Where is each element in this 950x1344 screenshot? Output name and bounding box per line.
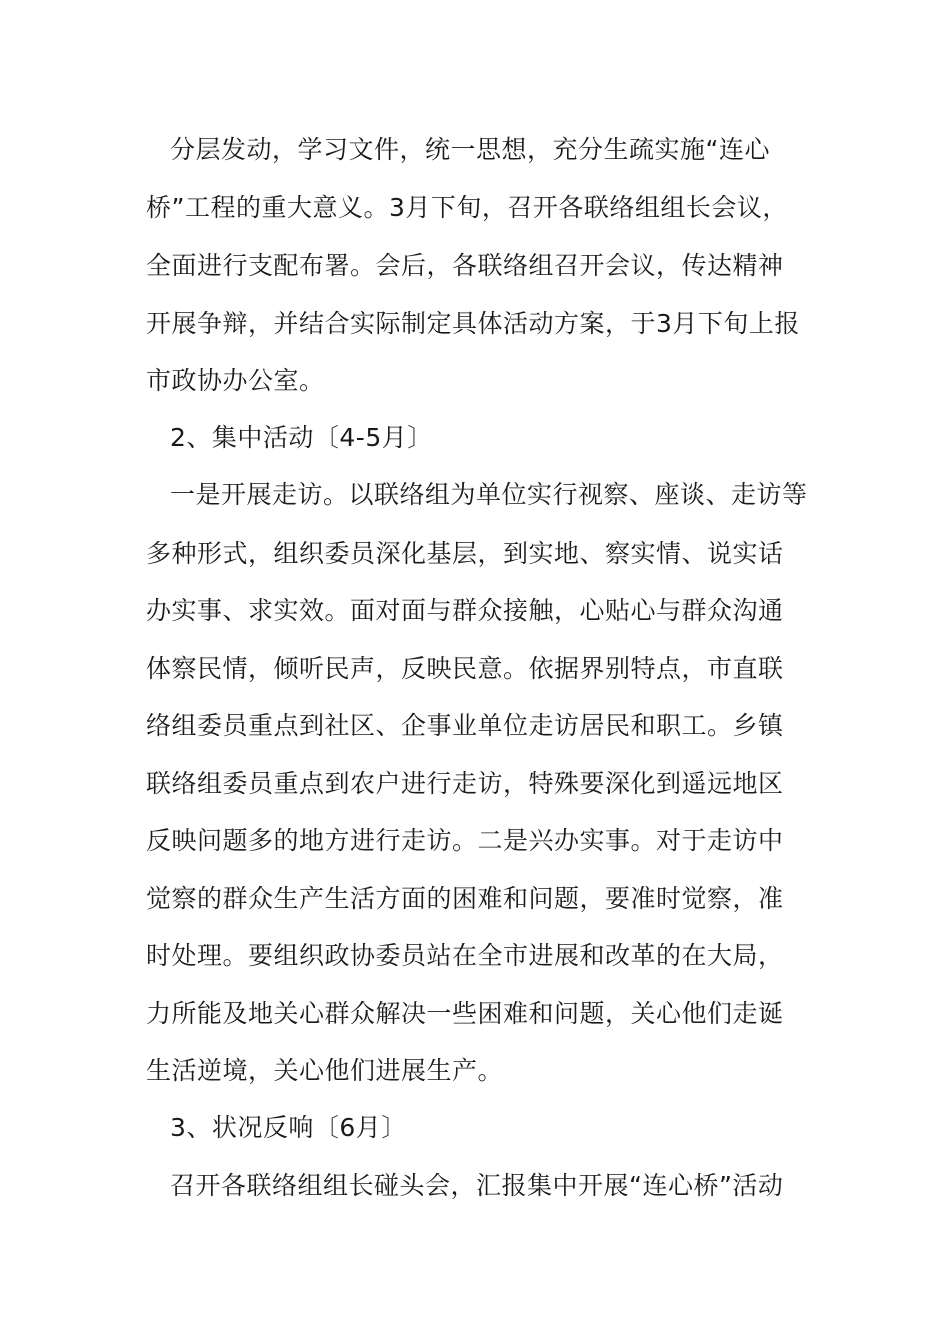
section-heading: 3、状况反响〔6月〕 (170, 1113, 407, 1142)
paragraph-line: 全面进行支配布署。会后，各联络组召开会议，传达精神 (146, 251, 784, 280)
paragraph-line: 一是开展走访。以联络组为单位实行视察、座谈、走访等 (170, 480, 808, 509)
paragraph-line: 力所能及地关心群众解决一些困难和问题，关心他们走诞 (146, 999, 784, 1028)
paragraph-line: 络组委员重点到社区、企事业单位走访居民和职工。乡镇 (146, 711, 784, 740)
paragraph-line: 办实事、求实效。面对面与群众接触，心贴心与群众沟通 (146, 596, 784, 625)
paragraph-line: 联络组委员重点到农户进行走访，特殊要深化到遥远地区 (146, 769, 784, 798)
paragraph-line: 体察民情，倾听民声，反映民意。依据界别特点，市直联 (146, 654, 784, 683)
paragraph-line: 觉察的群众生产生活方面的困难和问题，要准时觉察，准 (146, 884, 784, 913)
paragraph-line: 市政协办公室。 (146, 366, 325, 395)
paragraph-line: 分层发动，学习文件，统一思想，充分生疏实施“连心 (170, 135, 770, 164)
paragraph-line: 开展争辩，并结合实际制定具体活动方案，于3月下旬上报 (146, 309, 800, 338)
section-heading: 2、集中活动〔4-5月〕 (170, 423, 433, 452)
paragraph-line: 时处理。要组织政协委员站在全市进展和改革的在大局， (146, 941, 784, 970)
paragraph-line: 生活逆境，关心他们进展生产。 (146, 1056, 504, 1085)
paragraph-line: 桥”工程的重大意义。3月下旬，召开各联络组组长会议， (146, 193, 788, 222)
paragraph-line: 召开各联络组组长碰头会，汇报集中开展“连心桥”活动 (170, 1171, 784, 1200)
paragraph-line: 多种形式，组织委员深化基层，到实地、察实情、说实话 (146, 539, 784, 568)
paragraph-line: 反映问题多的地方进行走访。二是兴办实事。对于走访中 (146, 826, 784, 855)
